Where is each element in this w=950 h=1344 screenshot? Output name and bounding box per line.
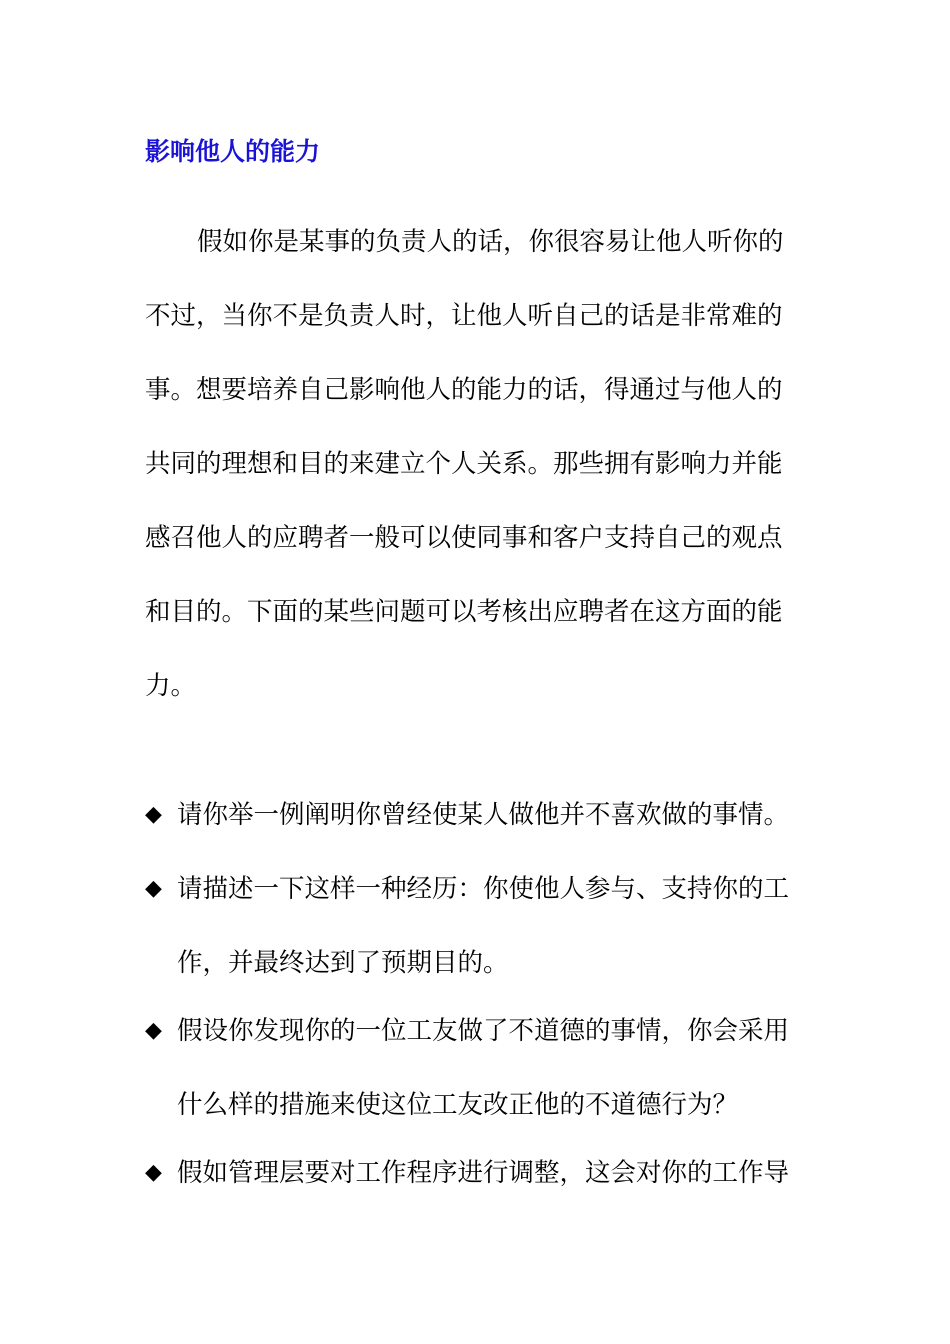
- intro-paragraph: [145, 220, 809, 738]
- paragraph-line: 力。: [145, 671, 197, 701]
- list-item-line: 作，并最终达到了预期目的。: [177, 948, 509, 978]
- paragraph-line: 不过，当你不是负责人时，让他人听自己的话是非常难的: [145, 301, 783, 331]
- list-item: [145, 1150, 815, 1218]
- paragraph-line: 感召他人的应聘者一般可以使同事和客户支持自己的观点: [145, 523, 783, 553]
- paragraph-line: 假如你是某事的负责人的话，你很容易让他人听你的: [197, 227, 784, 257]
- list-item-line: 假如管理层要对工作程序进行调整，这会对你的工作导: [177, 1158, 790, 1188]
- list-item-line: 假设你发现你的一位工友做了不道德的事情，你会采用: [177, 1016, 790, 1046]
- list-item-line: 什么样的措施来使这位工友改正他的不道德行为？: [177, 1090, 739, 1120]
- diamond-bullet-icon: ◆: [145, 1160, 162, 1185]
- diamond-bullet-icon: ◆: [145, 876, 162, 901]
- paragraph-line: 和目的。下面的某些问题可以考核出应聘者在这方面的能: [145, 597, 783, 627]
- list-item-line: 请你举一例阐明你曾经使某人做他并不喜欢做的事情。: [177, 800, 790, 830]
- list-item-line: 请描述一下这样一种经历：你使他人参与、支持你的工: [177, 874, 790, 904]
- diamond-bullet-icon: ◆: [145, 1018, 162, 1043]
- paragraph-line: 共同的理想和目的来建立个人关系。那些拥有影响力并能: [145, 449, 783, 479]
- list-item: [145, 866, 815, 1008]
- list-item: [145, 1008, 815, 1150]
- question-list: [145, 792, 815, 1218]
- list-item: [145, 792, 815, 866]
- paragraph-line: 事。想要培养自己影响他人的能力的话，得通过与他人的: [145, 375, 783, 405]
- diamond-bullet-icon: ◆: [145, 802, 162, 827]
- section-heading: 影响他人的能力: [145, 137, 321, 166]
